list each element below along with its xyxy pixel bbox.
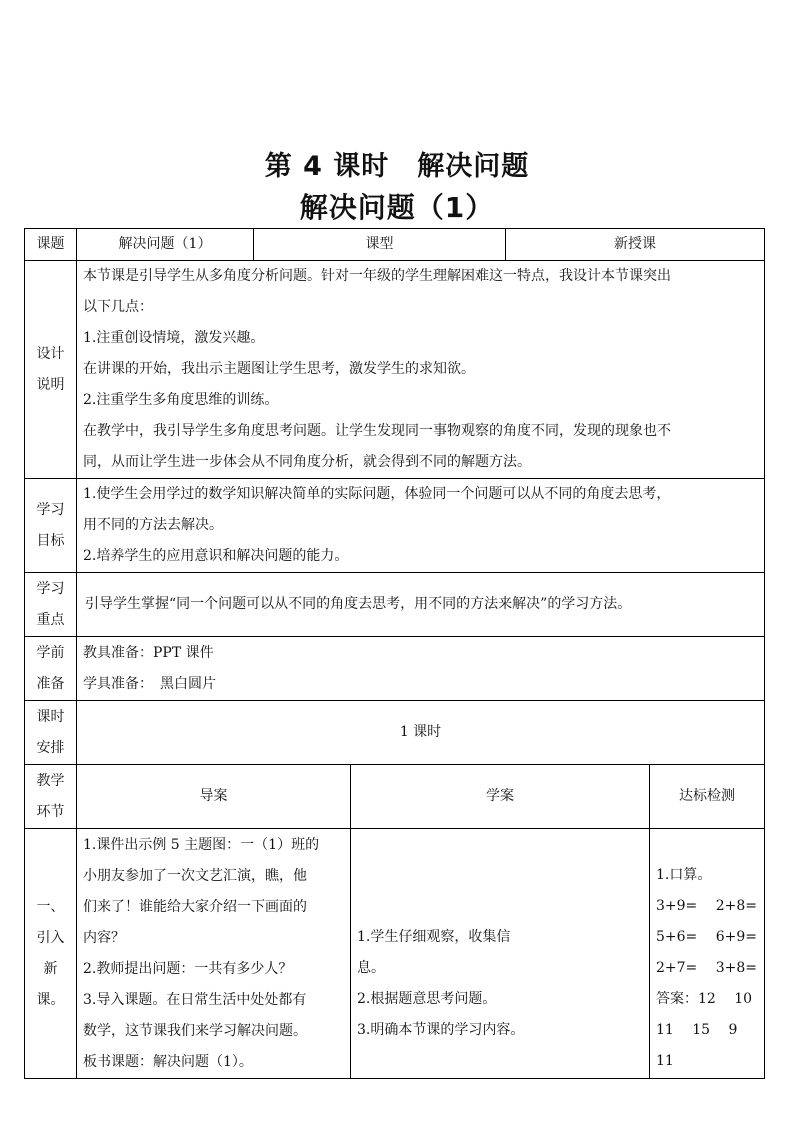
design-line: 以下几点： [83,299,153,315]
teacher-prep: 教具准备：PPT 课件 [83,644,214,661]
guide-line: 小朋友参加了一次文艺汇演，瞧，他 [83,867,307,884]
intro-label: 一、 引入 新课。 [25,829,77,1079]
check-line: 5+6= 6+9= [656,929,758,945]
design-line: 在讲课的开始，我出示主题图让学生思考，激发学生的求知欲。 [83,361,475,377]
intro-study [351,829,650,1079]
check-line: 3+9= 2+8= [656,898,758,914]
guide-line: 2.教师提出问题：一共有多少人？ [83,960,293,977]
goals-content [77,479,765,573]
goal-line: 1.使学生会用学过的数学知识解决简单的实际问题，体验同一个问题可以从不同的角度去思考， [83,486,671,502]
goal-line: 2.培养学生的应用意识和解决问题的能力。 [83,548,349,564]
design-line: 本节课是引导学生从多角度分析问题。针对一年级的学生理解困难这一特点，我设计本节课突出 [83,268,671,284]
intro-guide [77,829,351,1079]
design-line: 1.注重创设情境，激发兴趣。 [83,330,265,346]
time-value: 1 课时 [77,701,765,765]
check-line: 11 [656,1053,674,1069]
design-row [25,261,765,479]
guide-line: 1.课件出示例 5 主题图：一（1）班的 [83,836,320,853]
study-line: 3.明确本节课的学习内容。 [357,1021,525,1038]
lesson-plan-table [24,228,771,1079]
guide-line: 内容？ [83,929,125,946]
prep-row [25,637,765,701]
guide-line: 板书课题：解决问题（1）。 [83,1053,253,1070]
check-line: 2+7= 3+8= [656,960,758,976]
design-content [77,261,765,479]
prep-label: 学前 准备 [25,637,77,701]
topic-label: 课题 [25,229,77,261]
design-label: 设计 说明 [25,261,77,479]
guide-line: 数学，这节课我们来学习解决问题。 [83,1022,307,1039]
time-label: 课时 安排 [25,701,77,765]
intro-check [650,829,771,1079]
type-label: 课型 [254,229,506,261]
intro-row [25,829,765,1079]
lesson-subtitle: 解决问题（1） [299,191,495,224]
key-row [25,573,765,637]
guide-line: 们来了！谁能给大家介绍一下画面的 [83,898,307,915]
check-header: 达标检测 [650,765,765,829]
type-value: 新授课 [506,229,765,261]
goals-row [25,479,765,573]
time-row [25,701,765,765]
check-line: 答案：12 10 11 15 9 [656,991,771,1038]
key-label: 学习 重点 [25,573,77,637]
study-line: 1.学生仔细观察，收集信 [357,928,511,945]
study-line: 息。 [357,959,385,976]
topic-row [25,229,765,261]
goal-line: 用不同的方法去解决。 [83,517,223,533]
section-header-row [25,765,765,829]
prep-content [77,637,765,701]
lesson-title: 第 4 课时 解决问题 [264,151,530,182]
topic-value: 解决问题（1） [77,229,254,261]
student-prep: 学具准备： 黑白圆片 [83,675,216,692]
design-line: 2.注重学生多角度思维的训练。 [83,392,279,408]
goals-label: 学习 目标 [25,479,77,573]
guide-header: 导案 [77,765,351,829]
section-label: 教学 环节 [25,765,77,829]
study-header: 学案 [351,765,650,829]
check-line: 1.口算。 [656,867,712,883]
key-content: 引导学生掌握“同一个问题可以从不同的角度去思考，用不同的方法来解决”的学习方法。 [77,573,765,637]
design-line: 同，从而让学生进一步体会从不同角度分析，就会得到不同的解题方法。 [83,454,531,470]
guide-line: 3.导入课题。在日常生活中处处都有 [83,991,307,1008]
design-line: 在教学中，我引导学生多角度思考问题。让学生发现同一事物观察的角度不同，发现的现象也不 [83,423,671,439]
study-line: 2.根据题意思考问题。 [357,990,497,1007]
